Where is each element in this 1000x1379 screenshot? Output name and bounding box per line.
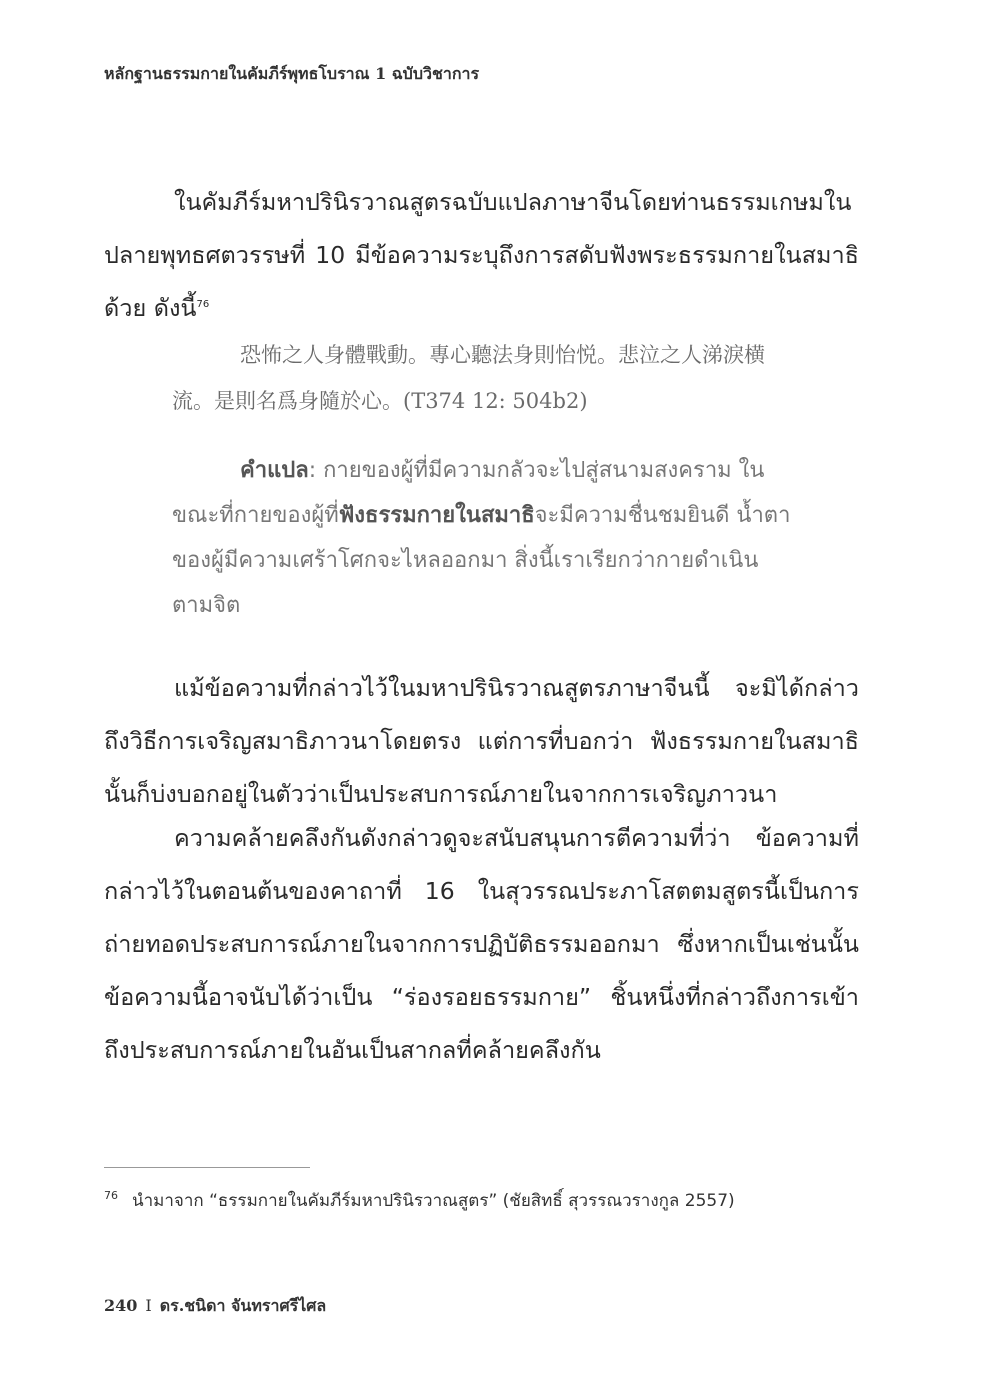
paragraph-commentary: แม้ข้อความที่กล่าวไว้ในมหาปรินิรวาณสูตรภาษาจีนนี้ จะมิได้กล่าวถึงวิธีการเจริญสมาธิภาวนาโดยตรง แต่การที่บอกว่า ฟังธรรมกายในสมาธินั้นก็บ่งบอกอยู่ในตัวว่าเป็นประสบการณ์ภายในจากการเจริญภาวนา xyxy=(104,674,859,808)
footnote-ref: 76 xyxy=(196,299,210,311)
translation-emphasis: ฟังธรรมกายในสมาธิ xyxy=(338,503,535,528)
footnote-text: นำมาจาก “ธรรมกายในคัมภีร์มหาปรินิรวาณสูตร” (ชัยสิทธิ์ สุวรรณวรางกูล 2557) xyxy=(132,1191,735,1211)
chinese-quote xyxy=(172,332,802,424)
footnote-number: 76 xyxy=(104,1189,118,1203)
translation-text-2: จะมีความชื่นชมยินดี น้ำตาของผู้มีความเศร้าโศกจะไหลออกมา สิ่งนี้เราเรียกว่ากายดำเนินตามจิต xyxy=(172,503,791,618)
running-header: หลักฐานธรรมกายในคัมภีร์พุทธโบราณ 1 ฉบับวิชาการ xyxy=(104,64,480,83)
paragraph-intro-text: ในคัมภีร์มหาปรินิรวาณสูตรฉบับแปลภาษาจีนโดยท่านธรรมเกษมในปลายพุทธศตวรรษที่ 10 มีข้อความระบุถึงการสดับฟังพระธรรมกายในสมาธิด้วย ดังนี้ xyxy=(104,188,859,322)
footer-separator: I xyxy=(145,1296,152,1315)
footnote-divider xyxy=(104,1167,310,1168)
page-number: 240 xyxy=(104,1296,138,1315)
translation-label: คำแปล xyxy=(240,458,309,483)
paragraph-intro xyxy=(104,176,859,335)
footnote xyxy=(104,1187,735,1214)
chinese-quote-citation: (T374 12: 504b2) xyxy=(403,389,588,413)
paragraph-conclusion: ความคล้ายคลึงกันดังกล่าวดูจะสนับสนุนการตีความที่ว่า ข้อความที่กล่าวไว้ในตอนต้นของคาถาที่ 16 ในสุวรรณประภาโสตตมสูตรนี้เป็นการถ่ายทอดประสบการณ์ภายในจากการปฏิบัติธรรมออกมา ซึ่งหากเป็นเช่นนั้นข้อความนี้อาจนับได้ว่าเป็น “ร่องรอยธรรมกาย” ชิ้นหนึ่งที่กล่าวถึงการเข้าถึงประสบการณ์ภายในอันเป็นสากลที่คล้ายคลึงกัน xyxy=(104,824,859,1064)
chinese-quote-text: 恐怖之人身體戰動。專心聽法身則怡悦。悲泣之人涕淚横流。是則名爲身隨於心。 xyxy=(172,343,765,413)
translation-block xyxy=(172,448,797,628)
page-footer xyxy=(104,1294,326,1319)
translation-text-1: : กายของผู้ที่มีความกลัวจะไปสู่สนามสงคราม ในขณะที่กายของผู้ที่ xyxy=(172,458,765,528)
author-name: ดร.ชนิดา จันทราศรีไศล xyxy=(159,1296,327,1315)
